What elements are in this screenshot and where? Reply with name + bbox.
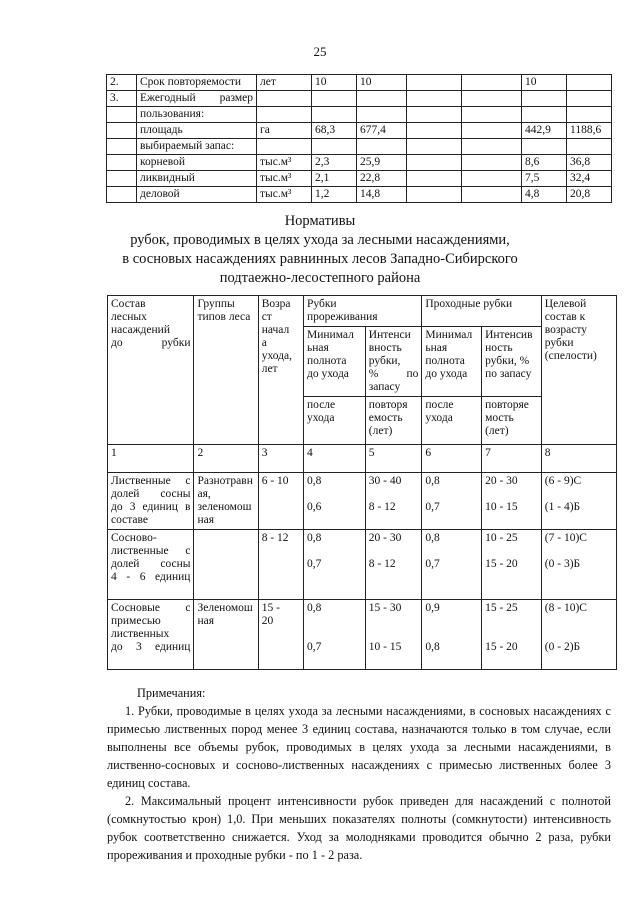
usage-cell-num: [107, 187, 137, 203]
usage-cell-v1: 2,1: [312, 171, 357, 187]
norms-cell-d2: 0,9 0,8: [422, 600, 482, 670]
header-age: Возра ст начал а ухода, лет: [258, 296, 303, 445]
usage-cell-v2: 14,8: [357, 187, 407, 203]
usage-cell-v2: [357, 107, 407, 123]
usage-cell-v6: [567, 139, 612, 155]
heading-line-3: в сосновых насаждениях равнинных лесов Западно-Сибирского: [122, 251, 518, 267]
usage-cell-v2: 25,9: [357, 155, 407, 171]
col-number: 2: [194, 445, 258, 473]
norms-cell-age: 6 - 10: [258, 473, 303, 530]
usage-cell-v4: [462, 123, 522, 139]
usage-cell-v6: 36,8: [567, 155, 612, 171]
norms-cell-d2: 0,8 0,7: [422, 473, 482, 530]
usage-cell-v6: [567, 107, 612, 123]
norms-cell-i2: 10 - 25 15 - 20: [482, 530, 542, 600]
norms-cell-composition: Сосново- лиственные с долей сосны 4 - 6 единиц: [108, 530, 194, 600]
usage-cell-label: Ежегодный размер: [137, 91, 257, 107]
usage-cell-v1: 10: [312, 75, 357, 91]
notes-title: Примечания:: [137, 686, 206, 700]
usage-cell-v1: 1,2: [312, 187, 357, 203]
usage-cell-label: корневой: [137, 155, 257, 171]
usage-cell-v3: [407, 123, 462, 139]
norms-table-row: [108, 530, 617, 600]
norms-cell-age: 15 - 20: [258, 600, 303, 670]
usage-cell-v6: 20,8: [567, 187, 612, 203]
usage-cell-unit: [257, 139, 312, 155]
header-thinning: Рубки прореживания: [304, 296, 422, 327]
col-number: 1: [108, 445, 194, 473]
norms-cell-forest_type: Разнотравн ая, зеленомош ная: [194, 473, 258, 530]
usage-table: [106, 74, 612, 203]
header-after-care-passage: после ухода: [422, 397, 482, 445]
heading-line-4: подтаежно-лесостепного района: [219, 270, 421, 286]
header-target-composition: Целевой состав к возрасту рубки (спелости): [541, 296, 616, 445]
usage-cell-unit: лет: [257, 75, 312, 91]
usage-cell-num: [107, 123, 137, 139]
col-number: 5: [365, 445, 422, 473]
usage-cell-v6: 1188,6: [567, 123, 612, 139]
usage-cell-v3: [407, 75, 462, 91]
usage-cell-v2: [357, 139, 407, 155]
norms-cell-i2: 20 - 30 10 - 15: [482, 473, 542, 530]
norms-cell-d1: 0,8 0,7: [304, 530, 366, 600]
usage-cell-v1: 2,3: [312, 155, 357, 171]
usage-cell-unit: га: [257, 123, 312, 139]
usage-cell-v5: 8,6: [522, 155, 567, 171]
usage-cell-label: пользования:: [137, 107, 257, 123]
usage-table-body: [107, 75, 612, 203]
usage-cell-v5: 10: [522, 75, 567, 91]
usage-table-row: [107, 123, 612, 139]
heading-line-2: рубок, проводимых в целях ухода за лесными насаждениями,: [130, 232, 510, 248]
header-forest-type: Группы типов леса: [194, 296, 258, 445]
usage-cell-num: 2.: [107, 75, 137, 91]
header-passage-cuttings: Проходные рубки: [422, 296, 541, 327]
header-repeat-passage: повторяе мость (лет): [482, 397, 542, 445]
header-intensity-thinning: Интенси вность рубки, % по запасу: [365, 327, 422, 397]
usage-cell-v1: [312, 107, 357, 123]
usage-cell-num: [107, 171, 137, 187]
norms-cell-forest_type: [194, 530, 258, 600]
usage-cell-v4: [462, 107, 522, 123]
usage-cell-v6: [567, 75, 612, 91]
usage-cell-v2: 10: [357, 75, 407, 91]
col-number: 6: [422, 445, 482, 473]
usage-table-row: [107, 75, 612, 91]
norms-cell-d2: 0,8 0,7: [422, 530, 482, 600]
header-repeat-thinning: повторя емость (лет): [365, 397, 422, 445]
usage-cell-num: [107, 139, 137, 155]
header-after-care-thinning: после ухода: [304, 397, 366, 445]
header-min-density-passage: Минимал ьная полнота до ухода: [422, 327, 482, 397]
usage-cell-v1: 68,3: [312, 123, 357, 139]
norms-table-body: [108, 473, 617, 670]
norms-cell-composition: Лиственные с долей сосны до 3 единиц в составе: [108, 473, 194, 530]
usage-cell-num: [107, 107, 137, 123]
usage-cell-num: 3.: [107, 91, 137, 107]
notes-block: [107, 702, 611, 864]
usage-cell-v2: 22,8: [357, 171, 407, 187]
norms-table: [107, 295, 617, 670]
usage-cell-v4: [462, 171, 522, 187]
usage-cell-v3: [407, 171, 462, 187]
header-min-density-thinning: Минимал ьная полнота до ухода: [304, 327, 366, 397]
usage-cell-unit: тыс.м³: [257, 187, 312, 203]
usage-cell-v5: [522, 107, 567, 123]
usage-cell-label: выбираемый запас:: [137, 139, 257, 155]
usage-cell-v5: 7,5: [522, 171, 567, 187]
norms-cell-d1: 0,8 0,6: [304, 473, 366, 530]
usage-cell-label: площадь: [137, 123, 257, 139]
usage-table-row: [107, 155, 612, 171]
usage-table-row: [107, 107, 612, 123]
usage-cell-unit: [257, 91, 312, 107]
usage-cell-v5: 4,8: [522, 187, 567, 203]
usage-cell-v3: [407, 139, 462, 155]
usage-cell-label: ликвидный: [137, 171, 257, 187]
usage-cell-v1: [312, 91, 357, 107]
usage-cell-v6: 32,4: [567, 171, 612, 187]
norms-cell-i1: 20 - 30 8 - 12: [365, 530, 422, 600]
usage-table-row: [107, 171, 612, 187]
usage-cell-v4: [462, 91, 522, 107]
usage-cell-v4: [462, 187, 522, 203]
page-number: 25: [313, 44, 327, 59]
norms-cell-target: (8 - 10)С (0 - 2)Б: [541, 600, 616, 670]
header-intensity-passage: Интенсив ность рубки, % по запасу: [482, 327, 542, 397]
norms-table-row: [108, 600, 617, 670]
usage-cell-unit: тыс.м³: [257, 155, 312, 171]
usage-cell-v5: [522, 91, 567, 107]
col-number: 7: [482, 445, 542, 473]
col-number: 8: [541, 445, 616, 473]
usage-cell-v3: [407, 187, 462, 203]
usage-cell-v4: [462, 139, 522, 155]
usage-cell-v3: [407, 155, 462, 171]
usage-cell-v1: [312, 139, 357, 155]
norms-cell-d1: 0,8 0,7: [304, 600, 366, 670]
norms-cell-forest_type: Зеленомош ная: [194, 600, 258, 670]
usage-cell-v5: [522, 139, 567, 155]
norms-cell-composition: Сосновые с примесью лиственных до 3 единиц: [108, 600, 194, 670]
norms-table-row: [108, 473, 617, 530]
usage-cell-v5: 442,9: [522, 123, 567, 139]
norms-cell-target: (6 - 9)С (1 - 4)Б: [541, 473, 616, 530]
usage-cell-v3: [407, 107, 462, 123]
usage-cell-v2: 677,4: [357, 123, 407, 139]
col-number: 4: [304, 445, 366, 473]
note-1: 1. Рубки, проводимые в целях ухода за лесными насаждениями, в сосновых насаждениях с примесью лиственных пород менее 3 единиц состава, назначаются только в том случае, если выполнены все объемы рубок, проводимых в целях ухода за лесными насаждениями, в лиственно-сосновых и сосново-лиственных насаждениях с примесью лиственных более 3 единиц состава.: [107, 704, 611, 790]
heading-title: Нормативы: [284, 213, 356, 229]
usage-table-row: [107, 139, 612, 155]
header-composition: Состав лесных насаждений до рубки: [108, 296, 194, 445]
usage-table-row: [107, 187, 612, 203]
usage-cell-v6: [567, 91, 612, 107]
usage-cell-label: деловой: [137, 187, 257, 203]
usage-table-row: [107, 91, 612, 107]
usage-cell-v4: [462, 155, 522, 171]
usage-cell-v3: [407, 91, 462, 107]
usage-cell-num: [107, 155, 137, 171]
usage-cell-unit: [257, 107, 312, 123]
usage-cell-v4: [462, 75, 522, 91]
norms-cell-i1: 15 - 30 10 - 15: [365, 600, 422, 670]
usage-cell-label: Срок повторяемости: [137, 75, 257, 91]
norms-cell-age: 8 - 12: [258, 530, 303, 600]
norms-cell-i1: 30 - 40 8 - 12: [365, 473, 422, 530]
norms-cell-i2: 15 - 25 15 - 20: [482, 600, 542, 670]
note-2: 2. Максимальный процент интенсивности рубок приведен для насаждений с полнотой (сомкнутостью крон) 1,0. При меньших показателях полноты (сомкнутости) интенсивность рубок соответственно снижается. Уход за молодняками проводится обычно 2 раза, рубки прореживания и проходные рубки - по 1 - 2 раза.: [107, 794, 611, 862]
usage-cell-v2: [357, 91, 407, 107]
col-number: 3: [258, 445, 303, 473]
usage-cell-unit: тыс.м³: [257, 171, 312, 187]
norms-cell-target: (7 - 10)С (0 - 3)Б: [541, 530, 616, 600]
